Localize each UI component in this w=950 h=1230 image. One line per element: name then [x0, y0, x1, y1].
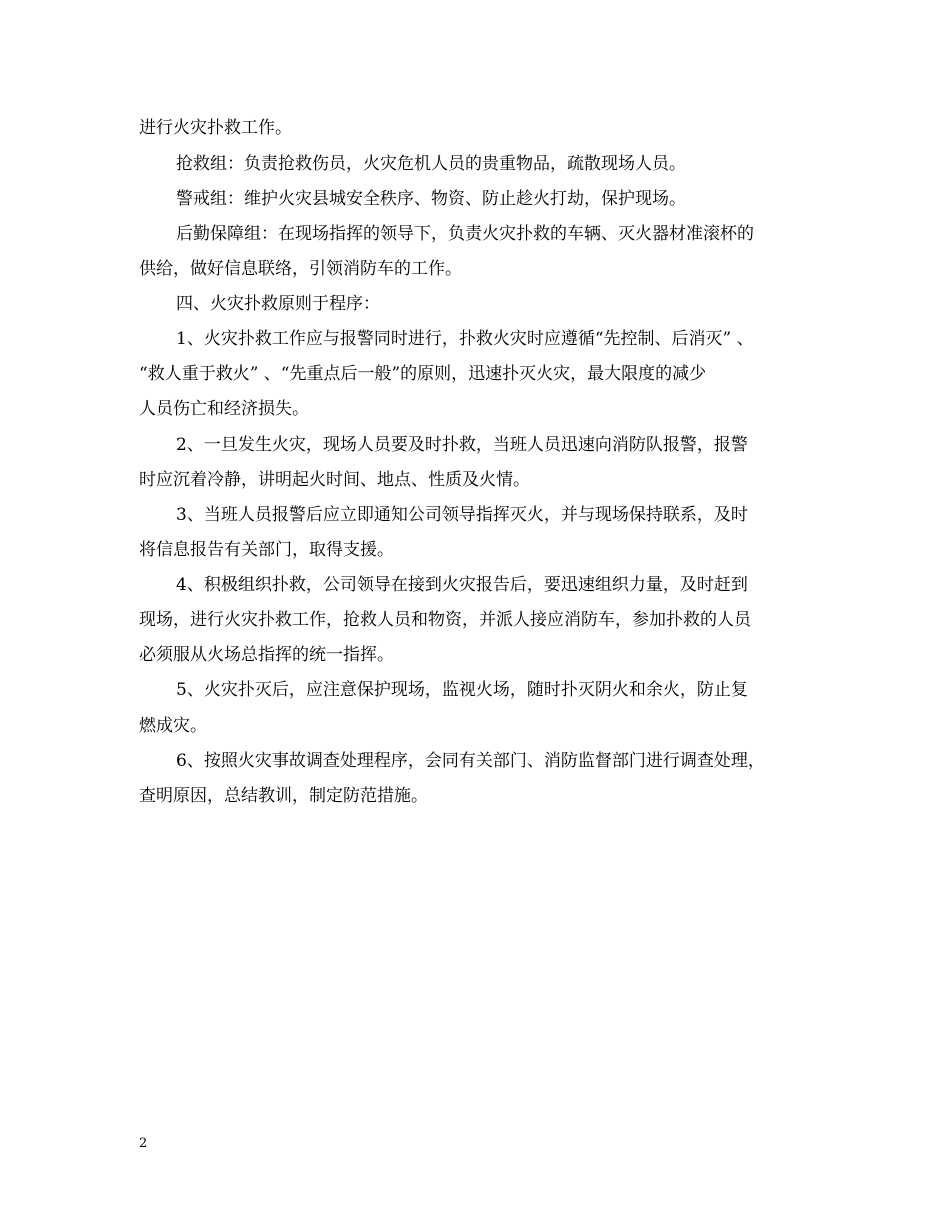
text-line: 3、当班人员报警后应立即通知公司领导指挥灭火，并与现场保持联系，及时 — [176, 505, 748, 525]
text-line: 现场，进行火灾扑救工作，抢救人员和物资，并派人接应消防车，参加扑救的人员 — [139, 610, 751, 630]
text-line: 5、火灾扑灭后，应注意保护现场，监视火场，随时扑灭阴火和余火，防止复 — [176, 680, 748, 700]
text-line: 必须服从火场总指挥的统一指挥。 — [139, 645, 394, 665]
text-line: 后勤保障组：在现场指挥的领导下，负责火灾扑救的车辆、灭火器材准滚杯的 — [176, 224, 754, 244]
text-line: 人员伤亡和经济损失。 — [139, 399, 309, 419]
text-line: 供给，做好信息联络，引领消防车的工作。 — [139, 259, 462, 279]
text-line: 警戒组：维护火灾县城安全秩序、物资、防止趁火打劫，保护现场。 — [176, 189, 686, 209]
text-line: 四、火灾扑救原则于程序： — [176, 294, 380, 314]
text-line: 查明原因，总结教训，制定防范措施。 — [139, 786, 428, 806]
text-line: 进行火灾扑救工作。 — [139, 118, 292, 138]
text-line: 时应沉着冷静，讲明起火时间、地点、性质及火情。 — [139, 470, 530, 490]
text-line: 抢救组：负责抢救伤员，火灾危机人员的贵重物品，疏散现场人员。 — [176, 154, 686, 174]
text-line: 6、按照火灾事故调查处理程序，会同有关部门、消防监督部门进行调查处理， — [176, 751, 765, 771]
text-line: 将信息报告有关部门，取得支援。 — [139, 540, 394, 560]
text-line: 2、一旦发生火灾，现场人员要及时扑救，当班人员迅速向消防队报警，报警 — [176, 435, 748, 455]
text-line: 4、积极组织扑救，公司领导在接到火灾报告后，要迅速组织力量，及时赶到 — [176, 575, 748, 595]
text-line: “救人重于救火” 、“先重点后一般”的原则，迅速扑灭火灾，最大限度的减少 — [139, 364, 707, 384]
page-number: 2 — [139, 1136, 148, 1151]
text-line: 1、火灾扑救工作应与报警同时进行，扑救火灾时应遵循“先控制、后消灭” 、 — [176, 329, 754, 349]
text-line: 燃成灾。 — [139, 716, 207, 736]
